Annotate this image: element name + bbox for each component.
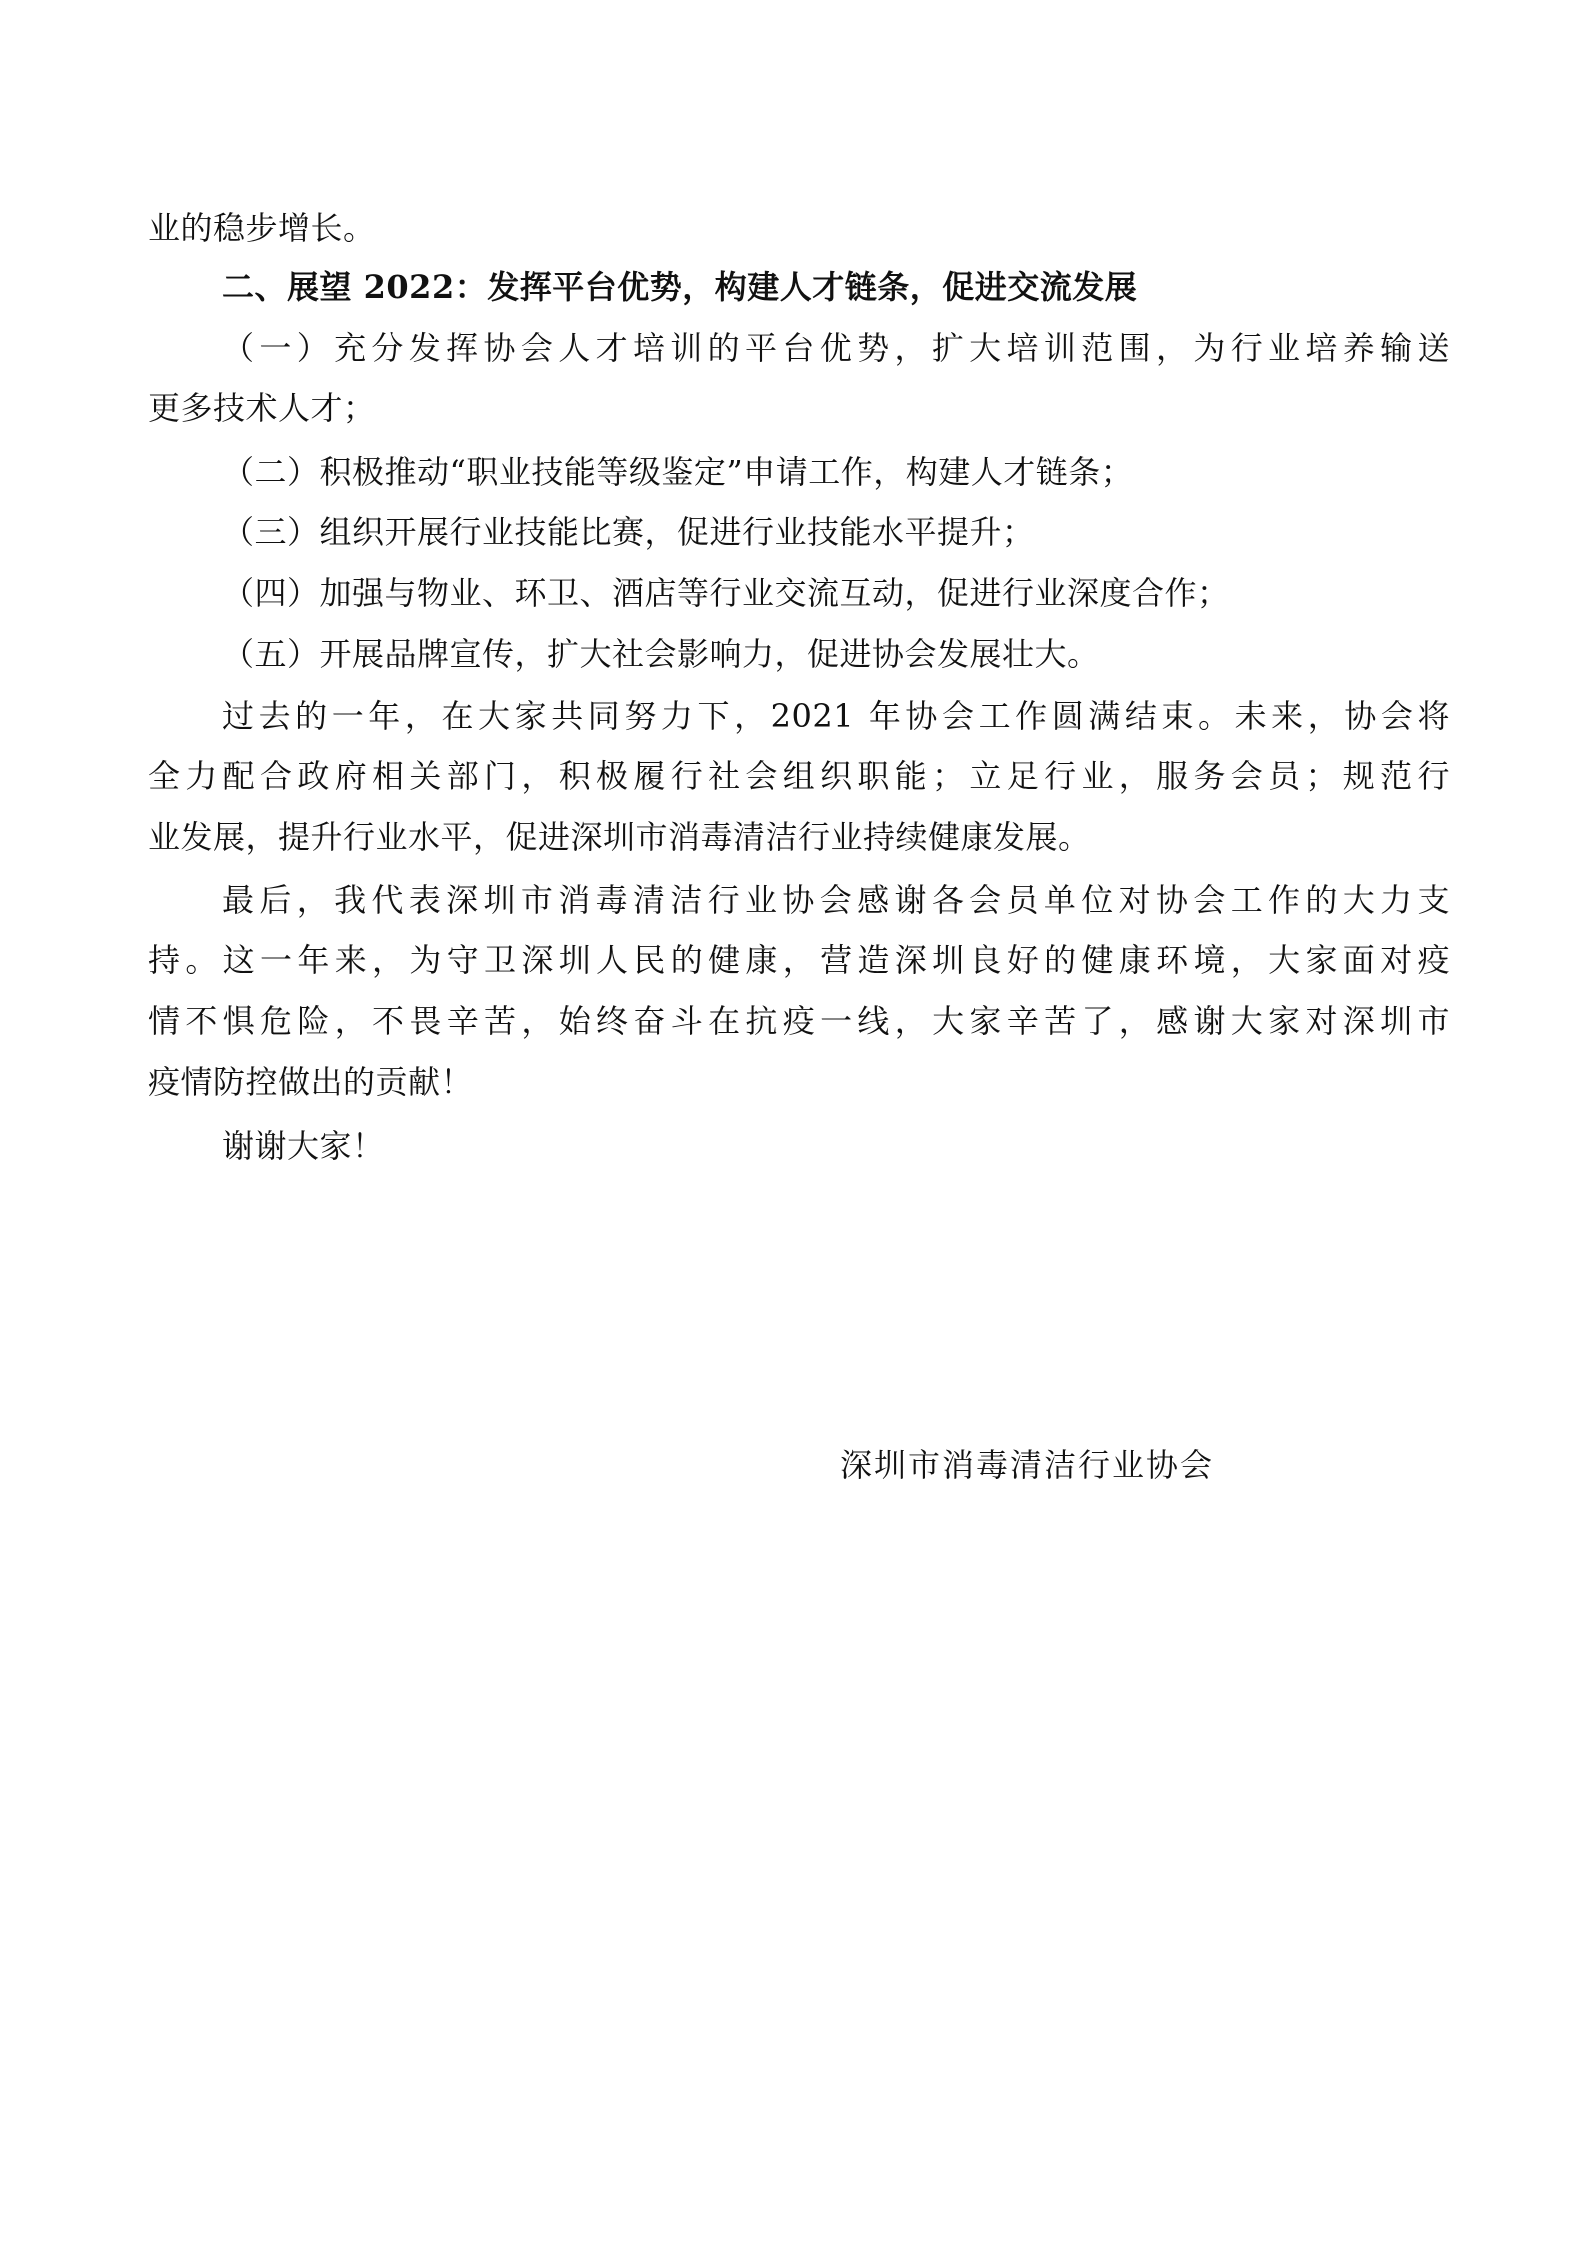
paragraph-line: 过去的一年，在大家共同努力下，2021 年协会工作圆满结束。未来，协会将: [222, 697, 1450, 735]
list-item: （二）积极推动“职业技能等级鉴定”申请工作，构建人才链条；: [222, 453, 1134, 491]
list-item-continuation: 更多技术人才；: [148, 389, 376, 427]
list-item: （五）开展品牌宣传，扩大社会影响力，促进协会发展壮大。: [222, 635, 1100, 673]
section-heading: 二、展望 2022：发挥平台优势，构建人才链条，促进交流发展: [222, 268, 1138, 306]
paragraph-line: 持。这一年来，为守卫深圳人民的健康，营造深圳良好的健康环境，大家面对疫: [148, 941, 1450, 979]
paragraph-line: 疫情防控做出的贡献！: [148, 1063, 474, 1101]
list-item: （四）加强与物业、环卫、酒店等行业交流互动，促进行业深度合作；: [222, 574, 1230, 612]
list-item: （一）充分发挥协会人才培训的平台优势，扩大培训范围，为行业培养输送: [222, 329, 1450, 367]
paragraph-line: 全力配合政府相关部门，积极履行社会组织职能；立足行业，服务会员；规范行: [148, 757, 1450, 795]
closing-remark: 谢谢大家！: [222, 1127, 385, 1165]
paragraph-line: 情不惧危险，不畏辛苦，始终奋斗在抗疫一线，大家辛苦了，感谢大家对深圳市: [148, 1002, 1450, 1040]
paragraph-line: 业发展，提升行业水平，促进深圳市消毒清洁行业持续健康发展。: [148, 818, 1091, 856]
signature-organization: 深圳市消毒清洁行业协会: [840, 1446, 1215, 1484]
paragraph-line: 最后，我代表深圳市消毒清洁行业协会感谢各会员单位对协会工作的大力支: [222, 881, 1450, 919]
paragraph-line: 业的稳步增长。: [148, 209, 376, 247]
list-item: （三）组织开展行业技能比赛，促进行业技能水平提升；: [222, 513, 1035, 551]
